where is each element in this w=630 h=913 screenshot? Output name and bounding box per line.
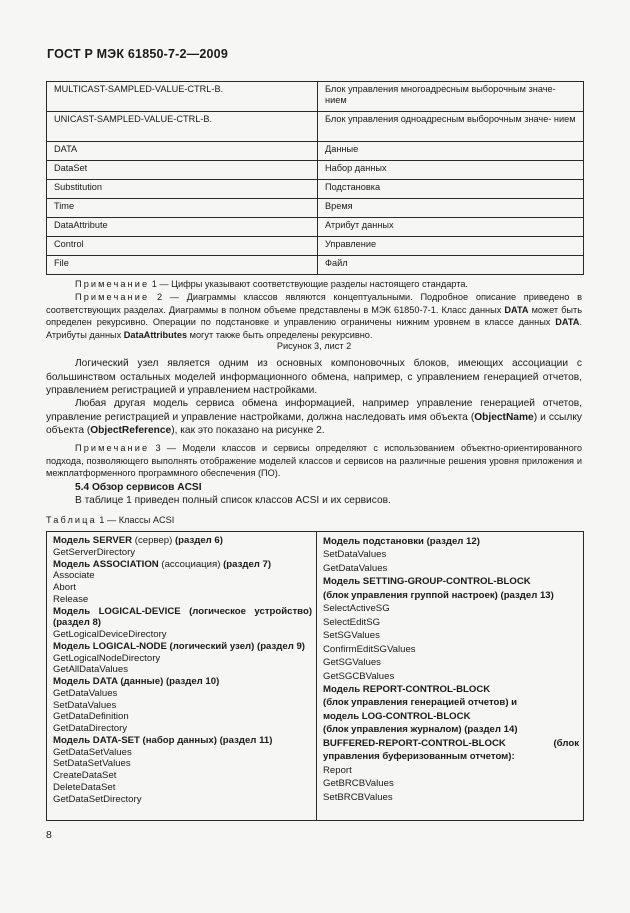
note-2: Примечание 2 — Диаграммы классов являются концептуальными. Подробное описание приведено в соответствующих разделах. Диаграммы в полном объеме представлены в МЭК 61850-7-1. Класс данных DATA может быть определен рекурсивно. Операции по подстановке и управлению ограничены нижним уровнем в классе данных DATA. Атрибуты данных DataAttributes могут также быть определены рекурсивно.	[46, 292, 582, 340]
page-number: 8	[46, 829, 52, 841]
list-item: GetDataSetValues	[53, 746, 132, 758]
section-intro: В таблице 1 приведен полный список классов ACSI и их сервисов.	[75, 495, 391, 506]
list-item: DeleteDataSet	[53, 781, 116, 793]
list-item: BUFFERED-REPORT-CONTROL-BLOCK (блок управления буферизованным отчетом):	[323, 737, 579, 763]
list-item: SetDataValues	[53, 699, 117, 711]
table-row	[47, 82, 584, 112]
term-en: MULTICAST-SAMPLED-VALUE-CTRL-B.	[47, 82, 318, 112]
note-3: Примечание 3 — Модели классов и сервисы определяют с использованием объектно-ориентированного подхода, позволяющего выполнять отображение моделей классов и сервисов на различные решения уровня приложения и межплатформенного программного обеспечения (ПО).	[46, 443, 582, 478]
list-item: GetAllDataValues	[53, 664, 129, 676]
list-item: Модель SETTING-GROUP-CONTROL-BLOCK	[323, 576, 531, 588]
term-ru: Файл	[318, 256, 584, 275]
section-title: 5.4 Обзор сервисов ACSI	[75, 482, 202, 493]
acsi-classes-table	[46, 531, 584, 821]
table-row	[47, 256, 584, 275]
list-item: SetDataValues	[323, 549, 387, 561]
term-ru: Набор данных	[318, 161, 584, 180]
term-ru: Управление	[318, 237, 584, 256]
list-item: модель LOG-CONTROL-BLOCK	[323, 710, 471, 722]
paragraph-logical-node: Логический узел является одним из основных компоновочных блоков, имеющих ассоциации с большинством остальных моделей информационного обмена, например, с управлением генерацией отчетов, управлением регистрацией и управлением настройками.	[46, 358, 582, 396]
term-ru: Блок управления многоадресным выборочным значе- нием	[318, 82, 584, 112]
list-item: GetLogicalNodeDirectory	[53, 652, 161, 664]
list-item: Release	[53, 593, 89, 605]
list-item: Модель LOGICAL-NODE (логический узел) (раздел 9)	[53, 640, 305, 652]
list-item: SelectEditSG	[323, 616, 381, 628]
list-item: GetBRCBValues	[323, 778, 394, 790]
term-en: Time	[47, 199, 318, 218]
term-en: UNICAST-SAMPLED-VALUE-CTRL-B.	[47, 112, 318, 142]
list-item: Модель DATA (данные) (раздел 10)	[53, 676, 220, 687]
list-item: SelectActiveSG	[323, 603, 390, 615]
table-row	[47, 161, 584, 180]
table-row	[47, 218, 584, 237]
terms-table	[46, 81, 584, 275]
term-ru: Данные	[318, 142, 584, 161]
list-item: GetDataDefinition	[53, 711, 129, 723]
list-item: SetDataSetValues	[53, 758, 131, 770]
list-item: Модель REPORT-CONTROL-BLOCK	[323, 683, 491, 695]
table-row	[47, 199, 584, 218]
acsi-left-column	[47, 532, 317, 821]
term-ru: Блок управления одноадресным выборочным значе- нием	[318, 112, 584, 142]
list-item: GetServerDirectory	[53, 546, 136, 558]
term-ru: Время	[318, 199, 584, 218]
table-caption: Таблица 1 — Классы ACSI	[46, 515, 175, 525]
list-item: Модель DATA-SET (набор данных) (раздел 11)	[53, 734, 273, 746]
term-ru: Атрибут данных	[318, 218, 584, 237]
term-en: Control	[47, 237, 318, 256]
list-item: Модель LOGICAL-DEVICE (логическое устройство) (раздел 8)	[53, 605, 313, 629]
list-item: Associate	[53, 570, 95, 582]
table-row	[47, 532, 584, 821]
acsi-right-column	[317, 532, 584, 821]
list-item: GetDataDirectory	[53, 723, 128, 734]
list-item: (блок управления генерацией отчетов) и	[323, 697, 518, 709]
list-item: GetSGValues	[323, 657, 381, 669]
list-item: GetDataValues	[53, 687, 118, 699]
list-item: Модель подстановки (раздел 12)	[323, 536, 480, 547]
page-header-title: ГОСТ Р МЭК 61850-7-2—2009	[47, 47, 228, 61]
list-item: CreateDataSet	[53, 770, 117, 781]
table-row	[47, 237, 584, 256]
list-item: GetLogicalDeviceDirectory	[53, 629, 167, 640]
list-item: Модель SERVER (сервер) (раздел 6)	[53, 535, 223, 546]
list-item: Report	[323, 764, 352, 776]
term-en: File	[47, 256, 318, 275]
list-item: (блок управления журналом) (раздел 14)	[323, 724, 518, 736]
term-en: DATA	[47, 142, 318, 161]
table-row	[47, 142, 584, 161]
term-en: DataSet	[47, 161, 318, 180]
list-item: GetSGCBValues	[323, 670, 395, 682]
list-item: ConfirmEditSGValues	[323, 643, 416, 655]
table-row	[47, 112, 584, 142]
list-item: GetDataSetDirectory	[53, 793, 142, 805]
paragraph-inheritance: Любая другая модель сервиса обмена информацией, например управление генерацией отчетов, управление регистрацией и управление настройками, должна наследовать имя объекта (ObjectName) и ссылку объекта (ObjectReference), как это показано на рисунке 2.	[46, 398, 582, 436]
term-ru: Подстановка	[318, 180, 584, 199]
list-item: SetSGValues	[323, 630, 380, 642]
list-item: SetBRCBValues	[323, 791, 393, 803]
figure-caption: Рисунок 3, лист 2	[276, 341, 352, 351]
list-item: (блок управления группой настроек) (раздел 13)	[323, 589, 554, 601]
note-1: Примечание 1 — Цифры указывают соответствующие разделы настоящего стандарта.	[75, 279, 468, 289]
term-en: Substitution	[47, 180, 318, 199]
list-item: Модель ASSOCIATION (ассоциация) (раздел 7)	[53, 558, 272, 570]
list-item: GetDataValues	[323, 562, 388, 574]
term-en: DataAttribute	[47, 218, 318, 237]
table-row	[47, 180, 584, 199]
list-item: Abort	[53, 582, 76, 593]
